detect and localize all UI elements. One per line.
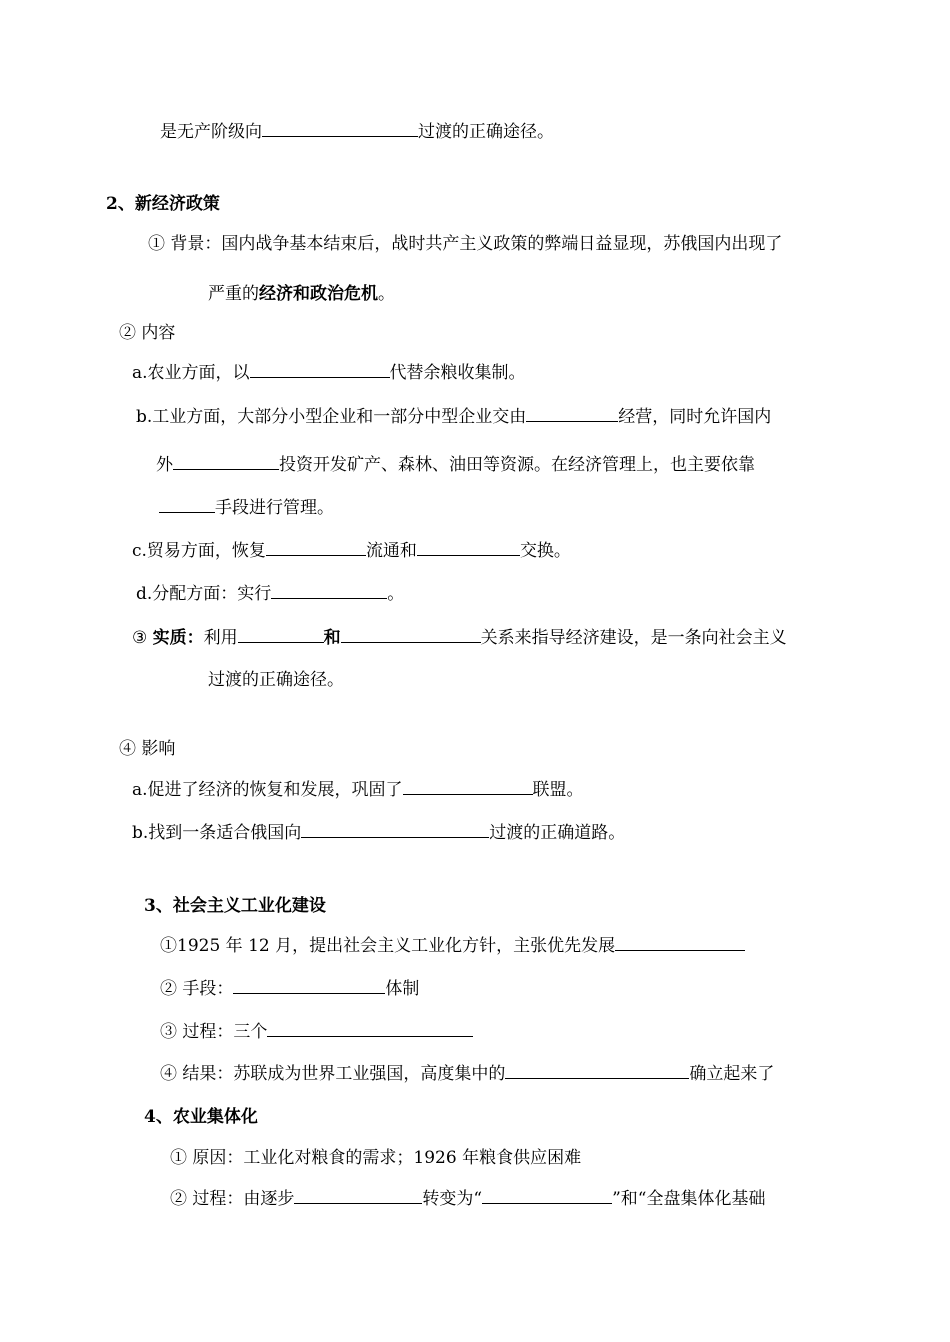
blank-s4-2[interactable] <box>482 1187 612 1204</box>
s3-item2 <box>160 977 419 1001</box>
impact-a <box>132 778 584 802</box>
section4-title: 4、农业集体化 <box>144 1107 258 1127</box>
intro-text-before: 是无产阶级向 <box>160 122 262 142</box>
content-b-line2 <box>156 453 755 477</box>
essence-line1 <box>132 626 787 650</box>
blank-s3-2[interactable] <box>233 977 385 994</box>
content-b-line3-after: 手段进行管理。 <box>215 498 334 518</box>
impact-a-after: 联盟。 <box>532 780 584 800</box>
s3-item4-after: 确立起来了 <box>689 1064 775 1084</box>
blank-s3-4[interactable] <box>505 1062 689 1079</box>
blank-b3[interactable] <box>159 496 215 513</box>
essence-line2: 过渡的正确途径。 <box>208 670 344 690</box>
s3-item1-before: ①1925 年 12 月，提出社会主义工业化方针，主张优先发展 <box>160 936 616 956</box>
blank-s3-3[interactable] <box>267 1020 473 1037</box>
bg-text2-suffix: 。 <box>378 284 395 304</box>
content-a <box>132 361 526 385</box>
content-title: ② 内容 <box>119 323 176 343</box>
s4-item2-after: ”和“全盘集体化基础 <box>612 1189 766 1209</box>
blank-impact-b[interactable] <box>301 821 489 838</box>
s4-item2-before: ② 过程：由逐步 <box>170 1189 295 1209</box>
blank-s3-1[interactable] <box>615 934 745 951</box>
s3-item2-after: 体制 <box>385 979 420 999</box>
bg-line2 <box>208 282 395 306</box>
essence-after: 关系来指导经济建设，是一条向社会主义 <box>480 628 787 648</box>
blank-b1[interactable] <box>526 405 618 422</box>
content-c-before: c.贸易方面，恢复 <box>132 541 266 561</box>
content-b-line2-after: 投资开发矿产、森林、油田等资源。在经济管理上，也主要依靠 <box>279 455 755 475</box>
content-c <box>132 539 571 563</box>
blank-c1[interactable] <box>266 539 366 556</box>
content-d-after: 。 <box>387 584 405 604</box>
s3-item3 <box>160 1020 473 1044</box>
impact-title: ④ 影响 <box>119 739 176 759</box>
impact-b <box>132 821 625 845</box>
s3-item3-before: ③ 过程：三个 <box>160 1022 268 1042</box>
content-b-line1-after: 经营，同时允许国内 <box>618 407 772 427</box>
s3-item4 <box>160 1062 774 1086</box>
content-b-line1 <box>136 405 771 429</box>
section3-title: 3、社会主义工业化建设 <box>144 896 326 916</box>
bg-line1 <box>148 232 782 256</box>
content-a-before: a.农业方面，以 <box>132 363 250 383</box>
blank-b2[interactable] <box>173 453 279 470</box>
s3-item4-before: ④ 结果：苏联成为世界工业强国，高度集中的 <box>160 1064 506 1084</box>
blank-impact-a[interactable] <box>403 778 533 795</box>
impact-b-before: b.找到一条适合俄国向 <box>132 823 302 843</box>
content-b-line3 <box>159 496 334 520</box>
bg-text1: 国内战争基本结束后，战时共产主义政策的弊端日益显现，苏俄国内出现了 <box>221 234 783 254</box>
blank-essence1[interactable] <box>238 626 324 643</box>
impact-a-before: a.促进了经济的恢复和发展，巩固了 <box>132 780 403 800</box>
intro-line <box>160 120 554 144</box>
content-a-after: 代替余粮收集制。 <box>389 363 526 383</box>
content-d-before: d.分配方面：实行 <box>136 584 272 604</box>
blank-essence2[interactable] <box>341 626 481 643</box>
s3-item2-before: ② 手段： <box>160 979 234 999</box>
section2-title: 2、新经济政策 <box>106 194 220 214</box>
content-d <box>136 582 404 606</box>
content-c-middle: 流通和 <box>365 541 417 561</box>
s4-item1: ① 原因：工业化对粮食的需求；1926 年粮食供应困难 <box>170 1148 582 1168</box>
intro-text-after: 过渡的正确途径。 <box>418 122 554 142</box>
blank-d[interactable] <box>271 582 387 599</box>
s4-item2 <box>170 1187 766 1211</box>
s4-item2-middle: 转变为“ <box>422 1189 483 1209</box>
blank-c2[interactable] <box>417 539 520 556</box>
bg-marker: ① 背景： <box>148 234 222 254</box>
essence-and: 和 <box>323 628 341 648</box>
bg-text2-prefix: 严重的 <box>208 284 259 304</box>
content-b-line1-before: b.工业方面，大部分小型企业和一部分中型企业交由 <box>136 407 527 427</box>
impact-b-after: 过渡的正确道路。 <box>489 823 626 843</box>
content-c-after: 交换。 <box>519 541 571 561</box>
bg-text2-bold: 经济和政治危机 <box>259 284 378 304</box>
essence-before: 利用 <box>203 628 238 648</box>
content-b-line2-before: 外 <box>156 455 173 475</box>
blank-intro[interactable] <box>262 120 418 137</box>
s3-item1 <box>160 934 745 958</box>
essence-label: 实质： <box>152 628 204 648</box>
blank-a[interactable] <box>250 361 390 378</box>
essence-marker: ③ <box>132 628 153 648</box>
blank-s4-1[interactable] <box>294 1187 422 1204</box>
